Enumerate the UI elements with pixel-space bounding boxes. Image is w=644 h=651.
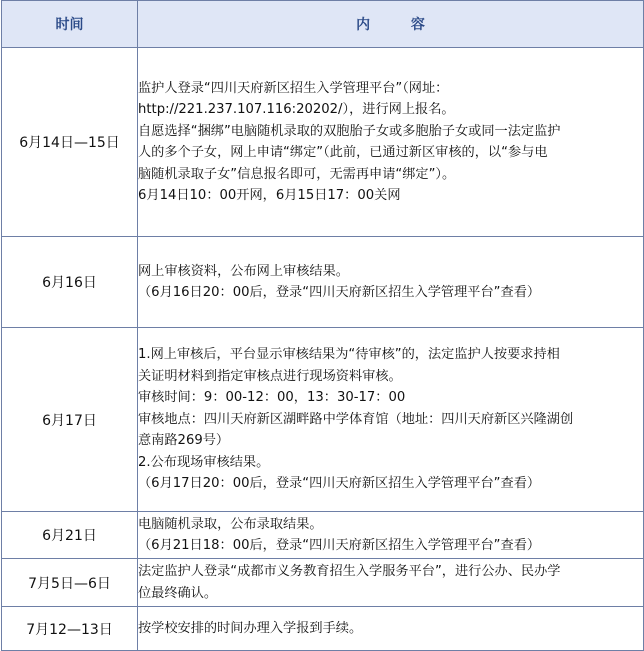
- header-time: 时间: [2, 1, 138, 48]
- content-line: 脑随机录取子女”信息报名即可，无需再申请“绑定”）。: [138, 166, 456, 182]
- row-date: 6月17日: [2, 328, 138, 512]
- content-line: （6月21日18：00后，登录“四川天府新区招生入学管理平台”查看）: [138, 538, 541, 553]
- content-line: 位最终确认。: [138, 585, 218, 601]
- row-content: [138, 512, 644, 559]
- content-line: 法定监护人登录“成都市义务教育招生入学服务平台”，进行公办、民办学: [138, 564, 561, 579]
- content-line: 2.公布现场审核结果。: [138, 454, 270, 470]
- table-row: [2, 237, 644, 328]
- table-row: [2, 607, 644, 651]
- content-line: 人的多个子女，网上申请“绑定”（此前，已通过新区审核的，以“参与电: [138, 145, 548, 160]
- row-date: 7月12—13日: [2, 607, 138, 651]
- content-line: 审核地点：四川天府新区湖畔路中学体育馆（地址：四川天府新区兴隆湖创: [138, 411, 574, 427]
- header-row: [2, 1, 644, 48]
- row-content: [138, 559, 644, 607]
- table-row: [2, 559, 644, 607]
- content-line: 意南路269号）: [138, 433, 230, 449]
- row-date: 7月5日—6日: [2, 559, 138, 607]
- schedule-table: [1, 0, 644, 651]
- row-date: 6月16日: [2, 237, 138, 328]
- row-content: [138, 237, 644, 328]
- content-line: 审核时间：9：00-12：00，13：30-17：00: [138, 390, 406, 406]
- table-row: [2, 328, 644, 512]
- row-date: 6月21日: [2, 512, 138, 559]
- content-line: 按学校安排的时间办理入学报到手续。: [138, 620, 363, 636]
- content-line: 1.网上审核后，平台显示审核结果为“待审核”的，法定监护人按要求持相: [138, 347, 560, 363]
- content-line: http://221.237.107.116:20202/），进行网上报名。: [138, 102, 455, 117]
- table-row: [2, 512, 644, 559]
- row-content: [138, 607, 644, 651]
- row-date: 6月14日—15日: [2, 48, 138, 237]
- content-line: 关证明材料到指定审核点进行现场资料审核。: [138, 368, 402, 384]
- content-line: 6月14日10：00开网，6月15日17：00关网: [138, 188, 401, 203]
- row-content: [138, 48, 644, 237]
- content-line: 自愿选择“捆绑”电脑随机录取的双胞胎子女或多胞胎子女或同一法定监护: [138, 123, 561, 139]
- content-line: （6月16日20：00后，登录“四川天府新区招生入学管理平台”查看）: [138, 285, 541, 300]
- table-row: [2, 48, 644, 237]
- header-content: 内 容: [138, 1, 644, 48]
- content-line: （6月17日20：00后，登录“四川天府新区招生入学管理平台”查看）: [138, 476, 541, 492]
- content-line: 电脑随机录取，公布录取结果。: [138, 516, 323, 532]
- content-line: 监护人登录“四川天府新区招生入学管理平台”（网址：: [138, 80, 449, 96]
- row-content: [138, 328, 644, 512]
- content-line: 网上审核资料，公布网上审核结果。: [138, 263, 349, 279]
